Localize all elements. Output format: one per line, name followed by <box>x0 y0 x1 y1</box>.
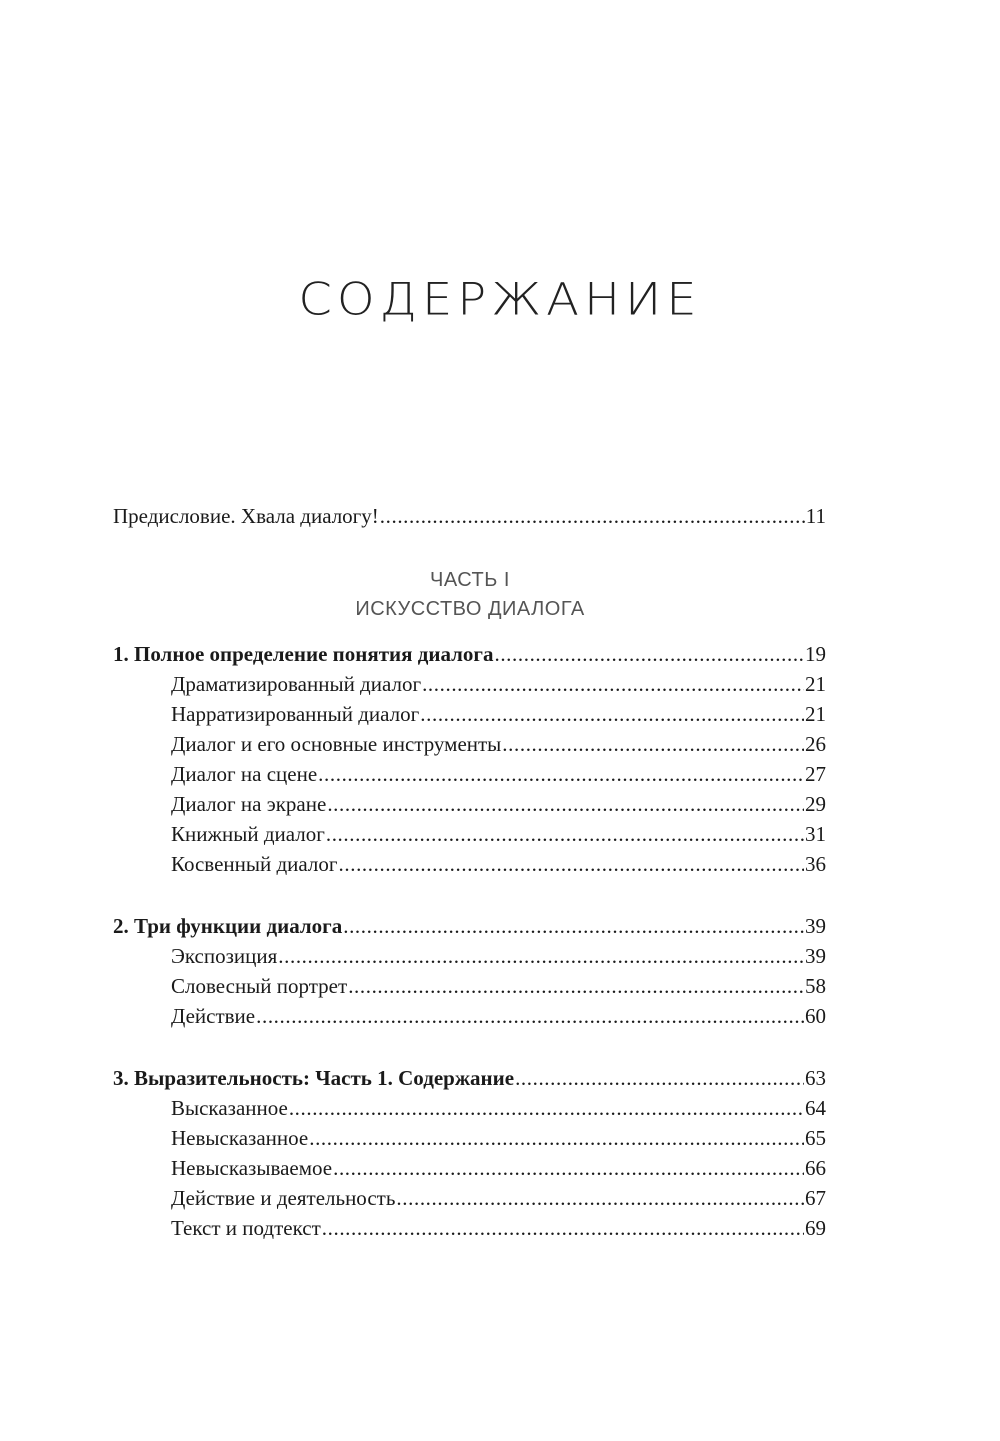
dot-leader <box>380 501 805 531</box>
dot-leader <box>515 1063 804 1093</box>
dot-leader <box>343 911 804 941</box>
toc-section[interactable] <box>171 699 826 729</box>
part-label: ЧАСТЬ I <box>430 569 510 591</box>
toc-section[interactable] <box>171 1183 826 1213</box>
dot-leader <box>309 1123 804 1153</box>
toc-page-number: 21 <box>805 702 826 726</box>
toc-page-number: 67 <box>805 1186 826 1210</box>
dot-leader <box>318 759 804 789</box>
toc-page-number: 11 <box>805 504 826 528</box>
part-name: ИСКУССТВО ДИАЛОГА <box>355 598 585 620</box>
dot-leader <box>327 789 804 819</box>
dot-leader <box>420 699 804 729</box>
toc-section[interactable] <box>171 1213 826 1243</box>
toc-section-label: Текст и подтекст <box>171 1216 321 1240</box>
toc-section[interactable] <box>171 941 826 971</box>
toc-section-label: Высказанное <box>171 1096 288 1120</box>
toc-page-number: 36 <box>805 852 826 876</box>
toc-section[interactable] <box>171 849 826 879</box>
toc-chapter-2[interactable] <box>113 911 826 941</box>
toc-section-label: Невысказываемое <box>171 1156 333 1180</box>
toc-section[interactable] <box>171 1153 826 1183</box>
toc-page-number: 66 <box>805 1156 826 1180</box>
toc-section-label: Диалог на экране <box>171 792 327 816</box>
dot-leader <box>322 1213 804 1243</box>
dot-leader <box>333 1153 804 1183</box>
toc-chapter-3[interactable] <box>113 1063 826 1093</box>
page-title: СОДЕРЖАНИЕ <box>298 274 702 326</box>
toc-section-label: Экспозиция <box>171 944 278 968</box>
dot-leader <box>339 849 804 879</box>
toc-section[interactable] <box>171 1001 826 1031</box>
toc-section-label: Невысказанное <box>171 1126 309 1150</box>
dot-leader <box>278 941 804 971</box>
dot-leader <box>348 971 804 1001</box>
toc-section[interactable] <box>171 1123 826 1153</box>
toc-section[interactable] <box>171 729 826 759</box>
toc-section[interactable] <box>171 819 826 849</box>
toc-entry-label: Предисловие. Хвала диалогу! <box>113 504 379 528</box>
toc-section-label: Действие и деятельность <box>171 1186 396 1210</box>
toc-page-number: 39 <box>805 914 826 938</box>
toc-page-number: 58 <box>805 974 826 998</box>
dot-leader <box>256 1001 804 1031</box>
dot-leader <box>502 729 804 759</box>
dot-leader <box>326 819 804 849</box>
toc-entry-preface[interactable] <box>113 501 826 531</box>
toc-section[interactable] <box>171 1093 826 1123</box>
toc-section-label: Диалог на сцене <box>171 762 318 786</box>
toc-section[interactable] <box>171 759 826 789</box>
toc-page-number: 27 <box>805 762 826 786</box>
toc-section[interactable] <box>171 669 826 699</box>
toc-section-label: Книжный диалог <box>171 822 325 846</box>
dot-leader <box>289 1093 804 1123</box>
toc-section-label: Словесный портрет <box>171 974 348 998</box>
toc-page-number: 64 <box>805 1096 826 1120</box>
toc-section-label: Косвенный диалог <box>171 852 338 876</box>
toc-page-number: 65 <box>805 1126 826 1150</box>
toc-section-label: Нарратизированный диалог <box>171 702 420 726</box>
toc-section-label: Действие <box>171 1004 256 1028</box>
toc-page-number: 26 <box>805 732 826 756</box>
toc-page-number: 19 <box>805 642 826 666</box>
dot-leader <box>396 1183 804 1213</box>
toc-section[interactable] <box>171 789 826 819</box>
toc-page-number: 21 <box>805 672 826 696</box>
toc-page-number: 39 <box>805 944 826 968</box>
dot-leader <box>422 669 804 699</box>
toc-section[interactable] <box>171 971 826 1001</box>
toc-chapter-label: 3. Выразительность: Часть 1. Содержание <box>113 1066 515 1090</box>
toc-chapter-label: 2. Три функции диалога <box>113 914 343 938</box>
dot-leader <box>494 639 804 669</box>
toc-page-number: 29 <box>805 792 826 816</box>
toc-section-label: Диалог и его основные инструменты <box>171 732 502 756</box>
toc-section-label: Драматизированный диалог <box>171 672 422 696</box>
toc-page-number: 60 <box>805 1004 826 1028</box>
toc-page-number: 31 <box>805 822 826 846</box>
toc-page-number: 63 <box>805 1066 826 1090</box>
toc-page-number: 69 <box>805 1216 826 1240</box>
toc-chapter-1[interactable] <box>113 639 826 669</box>
toc-chapter-label: 1. Полное определение понятия диалога <box>113 642 494 666</box>
